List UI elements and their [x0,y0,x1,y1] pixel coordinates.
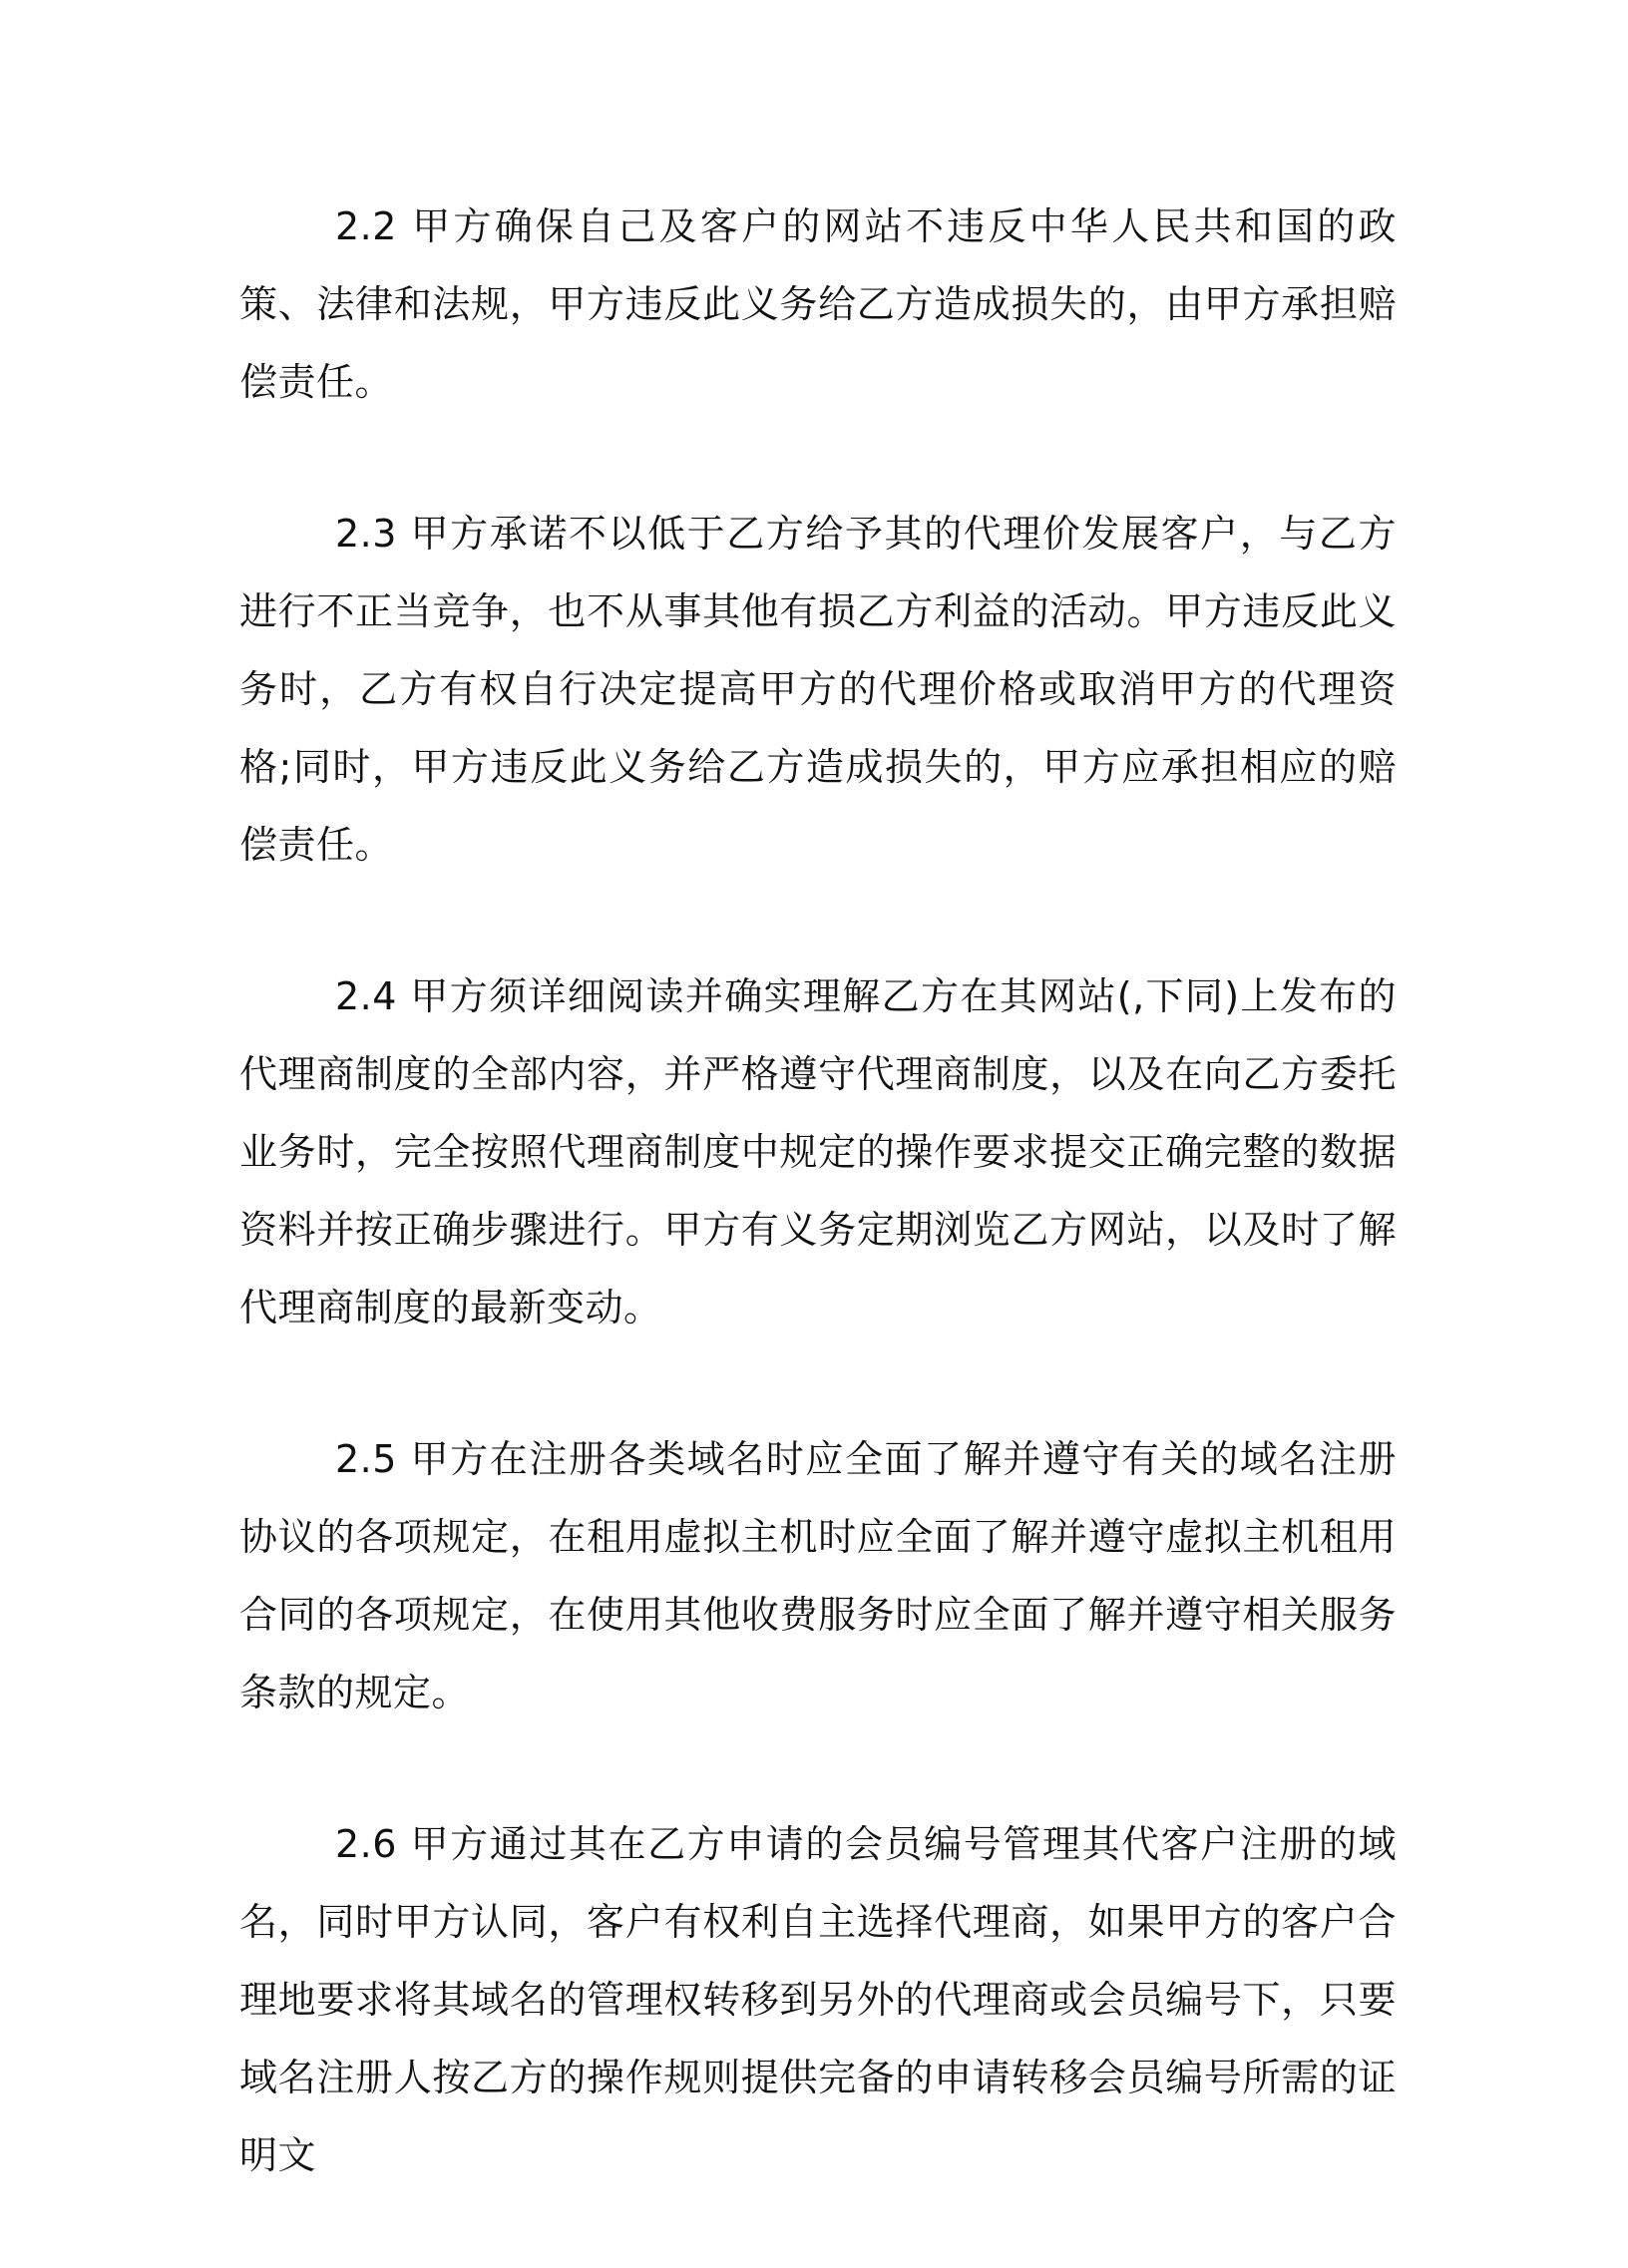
paragraph-2-3: 2.3 甲方承诺不以低于乙方给予其的代理价发展客户，与乙方进行不正当竞争，也不从事其他有损乙方利益的活动。甲方违反此义务时，乙方有权自行决定提高甲方的代理价格或取消甲方的代理资格;同时，甲方违反此义务给乙方造成损失的，甲方应承担相应的赔偿责任。 [239,512,1397,867]
paragraph-2-4: 2.4 甲方须详细阅读并确实理解乙方在其网站(,下同)上发布的代理商制度的全部内容，并严格遵守代理商制度，以及在向乙方委托业务时，完全按照代理商制度中规定的操作要求提交正确完整的数据资料并按正确步骤进行。甲方有义务定期浏览乙方网站，以及时了解代理商制度的最新变动。 [239,974,1397,1329]
document-body [239,188,1397,2268]
paragraph-2-5: 2.5 甲方在注册各类域名时应全面了解并遵守有关的域名注册协议的各项规定，在租用虚拟主机时应全面了解并遵守虚拟主机租用合同的各项规定，在使用其他收费服务时应全面了解并遵守相关服务条款的规定。 [239,1437,1397,1714]
paragraph-2-2: 2.2 甲方确保自己及客户的网站不违反中华人民共和国的政策、法律和法规，甲方违反此义务给乙方造成损失的，由甲方承担赔偿责任。 [239,204,1397,404]
paragraph-2-6: 2.6 甲方通过其在乙方申请的会员编号管理其代客户注册的域名，同时甲方认同，客户有权利自主选择代理商，如果甲方的客户合理地要求将其域名的管理权转移到另外的代理商或会员编号下，只要域名注册人按乙方的操作规则提供完备的申请转移会员编号所需的证明文 [239,1822,1397,2177]
